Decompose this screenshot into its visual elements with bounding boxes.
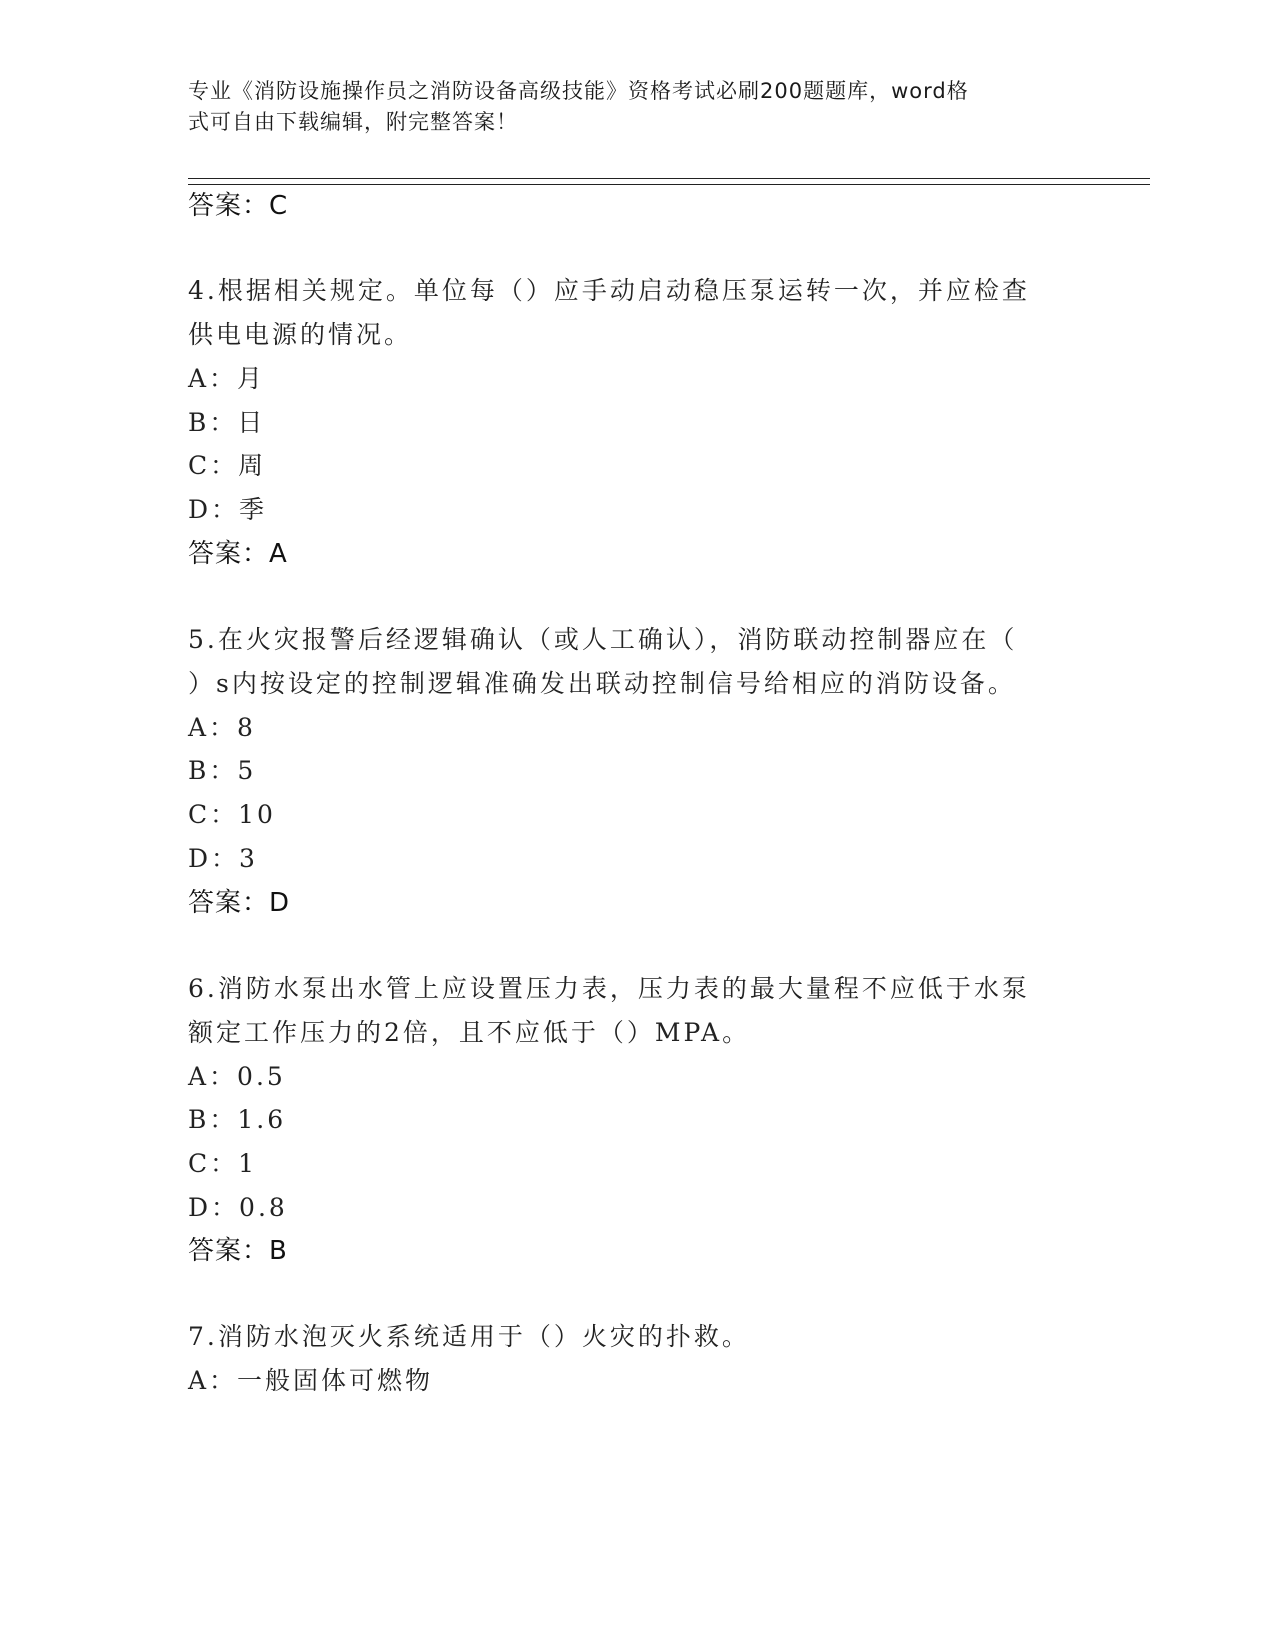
header-divider-top [188, 178, 1150, 179]
answer-line: 答案：A [188, 539, 288, 569]
answer-line: 答案：C [188, 191, 289, 221]
option-c: C：1 [188, 1149, 258, 1178]
option-a: A：月 [188, 364, 266, 393]
header-line-2: 式可自由下载编辑，附完整答案！ [188, 110, 518, 134]
option-a: A：8 [188, 713, 256, 742]
question-stem-line: 5.在火灾报警后经逻辑确认（或人工确认），消防联动控制器应在（ [188, 625, 1018, 654]
answer-line: 答案：B [188, 1236, 288, 1266]
option-b: B：5 [188, 756, 257, 785]
option-d: D：3 [188, 844, 258, 873]
header-divider-bottom [188, 184, 1150, 185]
option-a: A：0.5 [188, 1062, 286, 1091]
question-stem-line: 6.消防水泵出水管上应设置压力表，压力表的最大量程不应低于水泵 [188, 974, 1030, 1003]
option-d: D：0.8 [188, 1193, 288, 1222]
question-stem-line: 7.消防水泡灭火系统适用于（）火灾的扑救。 [188, 1322, 750, 1351]
option-c: C：周 [188, 451, 267, 480]
document-header [188, 76, 1068, 138]
question-stem-line: 4.根据相关规定。单位每（）应手动启动稳压泵运转一次，并应检查 [188, 276, 1030, 305]
option-d: D：季 [188, 495, 268, 524]
question-stem-line: 供电电源的情况。 [188, 320, 413, 349]
option-b: B：日 [188, 408, 266, 437]
question-stem-line: ）s内按设定的控制逻辑准确发出联动控制信号给相应的消防设备。 [188, 669, 1016, 698]
header-line-1: 专业《消防设施操作员之消防设备高级技能》资格考试必刷200题题库，word格 [188, 79, 969, 103]
option-b: B：1.6 [188, 1105, 287, 1134]
option-c: C：10 [188, 800, 276, 829]
option-a: A：一般固体可燃物 [188, 1366, 434, 1395]
question-stem-line: 额定工作压力的2倍，且不应低于（）MPA。 [188, 1018, 751, 1047]
answer-line: 答案：D [188, 888, 291, 918]
